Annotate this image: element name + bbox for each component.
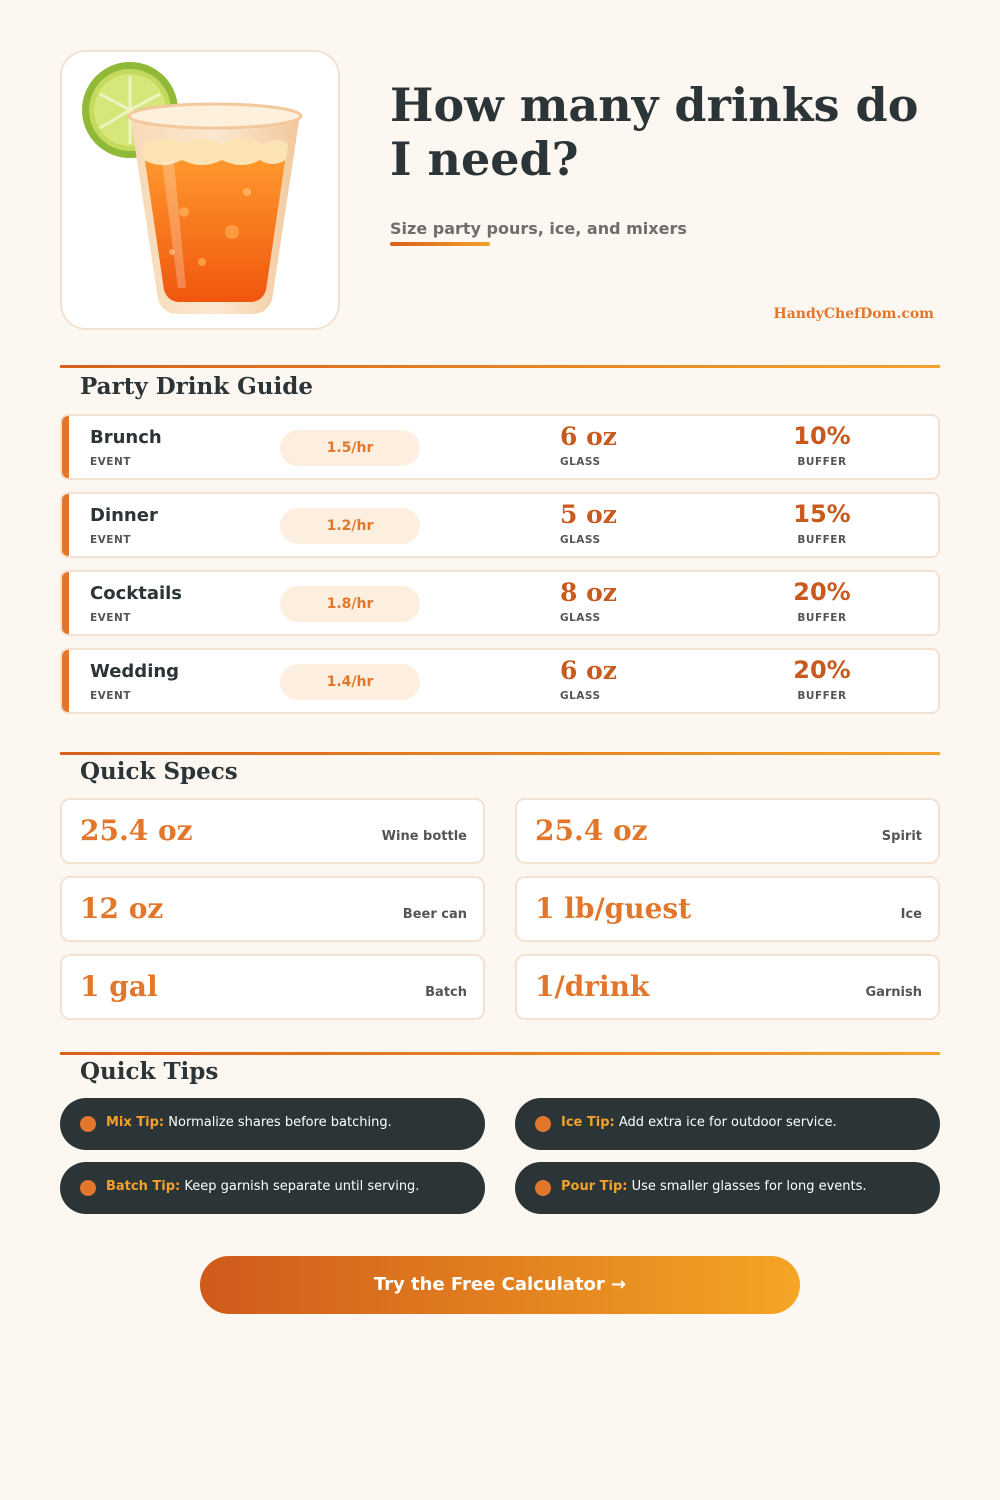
- guide-row: [60, 414, 940, 480]
- event-name: Dinner: [90, 505, 158, 526]
- tip-text: [106, 1115, 392, 1130]
- buffer-value: 15%: [793, 500, 851, 528]
- specs-section-title: Quick Specs: [80, 758, 238, 785]
- spec-label: Ice: [900, 907, 922, 922]
- tip-pill: [515, 1162, 940, 1214]
- brand-link[interactable]: HandyChefDom.com: [773, 306, 934, 322]
- event-name: Brunch: [90, 427, 162, 448]
- rate-pill: 1.2/hr: [280, 508, 420, 544]
- rate-pill: 1.4/hr: [280, 664, 420, 700]
- guide-section-title: Party Drink Guide: [80, 373, 313, 400]
- buffer-label: BUFFER: [797, 456, 847, 468]
- event-name: Wedding: [90, 661, 180, 682]
- subtitle-underline: [390, 242, 490, 246]
- rate-pill: 1.8/hr: [280, 586, 420, 622]
- buffer-value: 20%: [793, 656, 851, 684]
- spec-card: [515, 798, 940, 864]
- spec-value: 25.4 oz: [80, 814, 193, 847]
- glass-label: GLASS: [560, 612, 601, 624]
- bullet-dot-icon: [80, 1116, 96, 1132]
- spec-card: [60, 876, 485, 942]
- row-accent-bar: [62, 650, 69, 712]
- buffer-label: BUFFER: [797, 690, 847, 702]
- buffer-label: BUFFER: [797, 612, 847, 624]
- event-label: EVENT: [90, 690, 131, 702]
- spec-value: 25.4 oz: [535, 814, 648, 847]
- spec-label: Batch: [425, 985, 467, 1000]
- orange-cocktail-with-lime-icon: [62, 52, 340, 330]
- row-accent-bar: [62, 494, 69, 556]
- spec-label: Garnish: [865, 985, 922, 1000]
- bullet-dot-icon: [535, 1180, 551, 1196]
- tip-body: Keep garnish separate until serving.: [180, 1179, 420, 1194]
- spec-value: 12 oz: [80, 892, 164, 925]
- guide-row: [60, 570, 940, 636]
- glass-size: 6 oz: [560, 656, 617, 685]
- spec-card: [515, 876, 940, 942]
- tip-body: Add extra ice for outdoor service.: [614, 1115, 837, 1130]
- event-name: Cocktails: [90, 583, 183, 604]
- tip-heading: Mix Tip:: [106, 1115, 165, 1130]
- tip-text: [561, 1115, 837, 1130]
- spec-value: 1 gal: [80, 970, 158, 1003]
- tip-heading: Ice Tip:: [561, 1115, 615, 1130]
- tip-pill: [60, 1162, 485, 1214]
- guide-row: [60, 492, 940, 558]
- spec-card: [60, 798, 485, 864]
- row-accent-bar: [62, 416, 69, 478]
- event-label: EVENT: [90, 612, 131, 624]
- event-label: EVENT: [90, 534, 131, 546]
- tip-text: [106, 1179, 419, 1194]
- tip-body: Use smaller glasses for long events.: [627, 1179, 867, 1194]
- glass-label: GLASS: [560, 456, 601, 468]
- glass-size: 5 oz: [560, 500, 617, 529]
- glass-label: GLASS: [560, 534, 601, 546]
- page-title: How many drinks do I need?: [390, 78, 919, 186]
- spec-label: Wine bottle: [381, 829, 467, 844]
- glass-size: 6 oz: [560, 422, 617, 451]
- tip-text: [561, 1179, 867, 1194]
- bullet-dot-icon: [80, 1180, 96, 1196]
- glass-label: GLASS: [560, 690, 601, 702]
- row-accent-bar: [62, 572, 69, 634]
- spec-value: 1 lb/guest: [535, 892, 692, 925]
- drink-illustration: [60, 50, 340, 330]
- buffer-value: 10%: [793, 422, 851, 450]
- bullet-dot-icon: [535, 1116, 551, 1132]
- spec-card: [60, 954, 485, 1020]
- tips-section-title: Quick Tips: [80, 1058, 219, 1085]
- rate-pill: 1.5/hr: [280, 430, 420, 466]
- buffer-label: BUFFER: [797, 534, 847, 546]
- spec-value: 1/drink: [535, 970, 650, 1003]
- glass-size: 8 oz: [560, 578, 617, 607]
- spec-label: Beer can: [402, 907, 467, 922]
- tip-body: Normalize shares before batching.: [164, 1115, 392, 1130]
- tip-heading: Batch Tip:: [106, 1179, 181, 1194]
- page-subtitle: Size party pours, ice, and mixers: [390, 219, 687, 238]
- section-divider: [60, 365, 940, 368]
- section-divider: [60, 752, 940, 755]
- spec-label: Spirit: [881, 829, 922, 844]
- tip-pill: [515, 1098, 940, 1150]
- spec-card: [515, 954, 940, 1020]
- event-label: EVENT: [90, 456, 131, 468]
- tip-heading: Pour Tip:: [561, 1179, 628, 1194]
- guide-row: [60, 648, 940, 714]
- section-divider: [60, 1052, 940, 1055]
- tip-pill: [60, 1098, 485, 1150]
- try-calculator-button[interactable]: Try the Free Calculator →: [200, 1256, 800, 1314]
- buffer-value: 20%: [793, 578, 851, 606]
